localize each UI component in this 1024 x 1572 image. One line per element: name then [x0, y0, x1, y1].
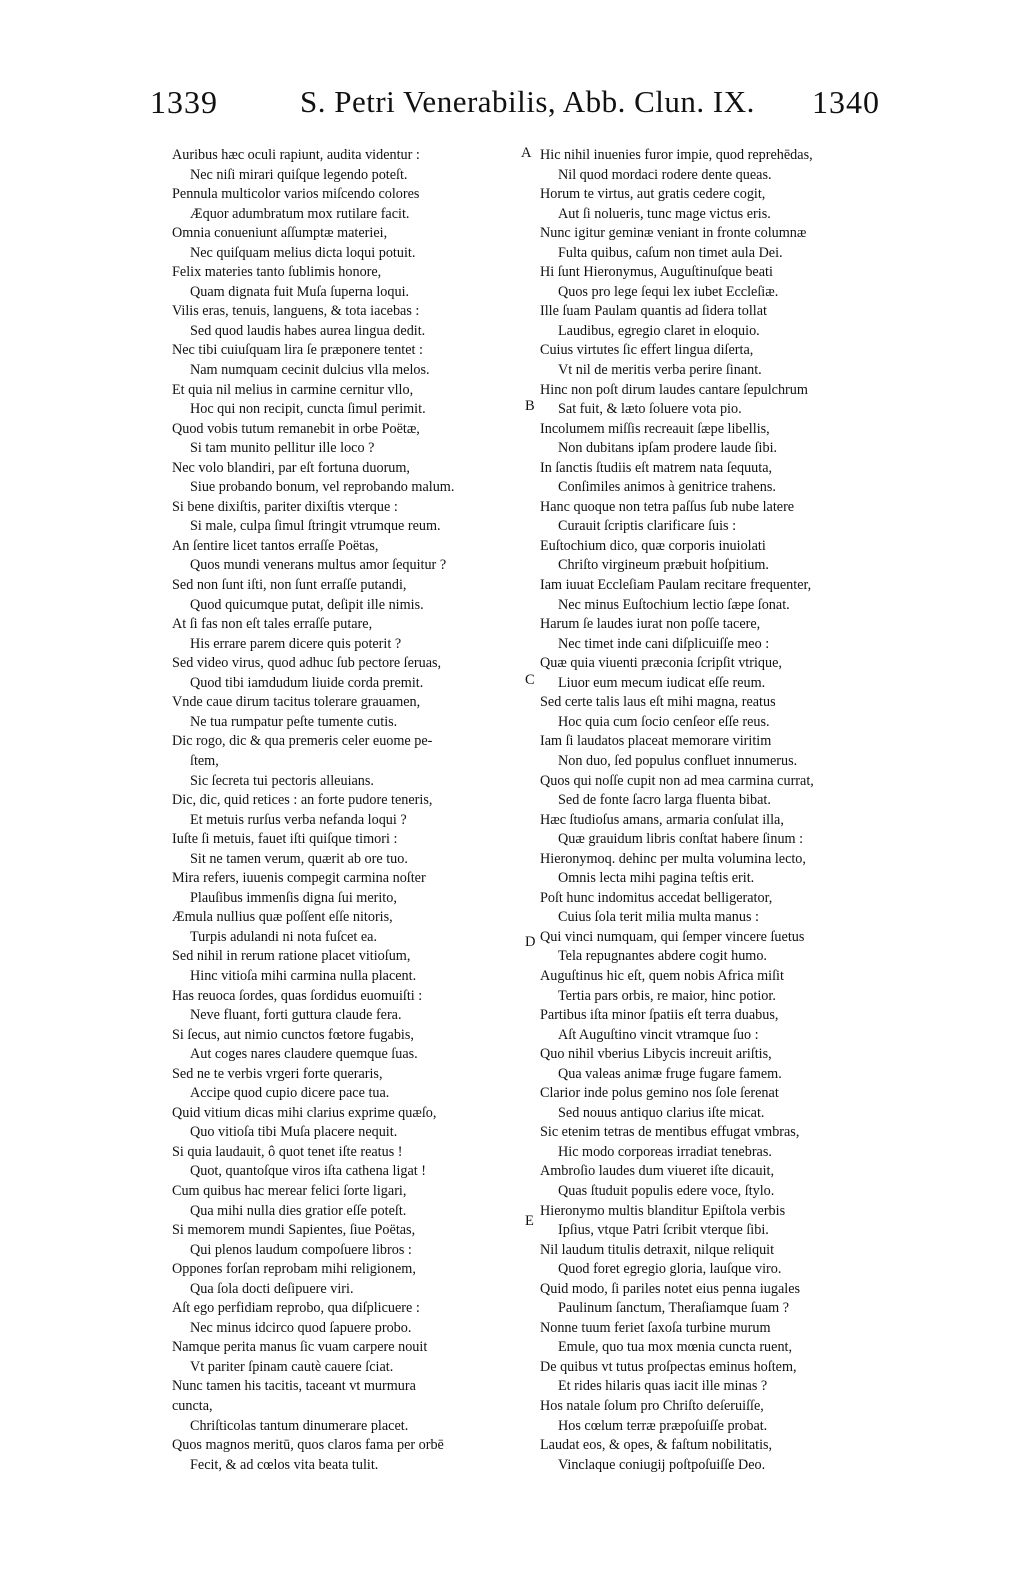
verse-line: Sed video virus, quod adhuc ſub pectore ſeruas, [172, 655, 442, 672]
verse-line: Qua mihi nulla dies gratior eſſe poteſt. [190, 1202, 407, 1219]
verse-line: Ipſius, vtque Patri ſcribit vterque ſibi. [558, 1222, 769, 1239]
verse-line: Quos mundi venerans multus amor ſequitur ? [190, 557, 447, 574]
verse-line: Et metuis rurſus verba nefanda loqui ? [190, 811, 407, 828]
verse-line: Siue probando bonum, vel reprobando malum. [190, 479, 455, 496]
verse-line: Sed nihil in rerum ratione placet vitioſum, [172, 948, 411, 965]
verse-line: Aut ſi nolueris, tunc mage victus eris. [558, 205, 771, 222]
verse-line: Mira refers, iuuenis compegit carmina noſter [172, 870, 426, 887]
verse-line: Hic nihil inuenies furor impie, quod reprehēdas, [540, 147, 813, 163]
verse-line: Sed nouus antiquo clarius iſte micat. [558, 1104, 765, 1121]
verse-line: Quo nihil vberius Libycis increuit ariſtis, [540, 1046, 772, 1063]
verse-line: Hos natale ſolum pro Chriſto deſeruiſſe, [540, 1398, 764, 1414]
verse-line: Hi ſunt Hieronymus, Auguſtinuſque beati [540, 264, 773, 281]
verse-line: Hanc quoque non tetra paſſus ſub nube latere [540, 498, 795, 515]
verse-line: Sit ne tamen verum, quærit ab ore tuo. [190, 850, 408, 867]
verse-line: Namque perita manus ſic vuam carpere nouit [172, 1339, 428, 1356]
verse-line: Hoc quia cum ſocio cenſeor eſſe reus. [558, 713, 770, 730]
verse-line: Quos qui noſſe cupit non ad mea carmina currat, [540, 772, 814, 789]
verse-line: Neve fluant, forti guttura claude fera. [190, 1007, 402, 1024]
verse-line: Non dubitans ipſam prodere laude ſibi. [558, 440, 778, 457]
verse-line: Omnia conueniunt aſſumptæ materiei, [172, 225, 388, 242]
verse-line: Nam numquam cecinit dulcius vlla melos. [190, 362, 430, 379]
verse-line: Laudibus, egregio claret in eloquio. [558, 322, 760, 339]
verse-line: Nec quiſquam melius dicta loqui potuit. [190, 244, 416, 261]
verse-line: Quid vitium dicas mihi clarius exprime quæſo, [172, 1104, 437, 1121]
verse-line: Conſimiles animos à genitrice trahens. [558, 479, 776, 496]
verse-line: Æmula nullius quæ poſſent eſſe nitoris, [172, 909, 393, 926]
verse-line: Vt nil de meritis verba perire ſinant. [558, 362, 762, 379]
verse-line: Nunc igitur geminæ veniant in fronte columnæ [540, 225, 807, 242]
verse-line: Quæ quia viuenti præconia ſcripſit vtrique, [540, 655, 782, 672]
verse-line: Vinclaque coniugij poſtpoſuiſſe Deo. [558, 1456, 766, 1473]
verse-line: Chriſticolas tantum dinumerare placet. [190, 1417, 409, 1434]
verse-line: Plauſibus immenſis digna ſui merito, [190, 889, 397, 906]
verse-line: Quod quicumque putat, deſipit ille nimis. [190, 596, 424, 613]
verse-line: Et rides hilaris quas iacit ille minas ? [558, 1378, 768, 1395]
verse-line: Fulta quibus, caſum non timet aula Dei. [558, 244, 783, 261]
verse-line: Æquor adumbratum mox rutilare facit. [190, 205, 410, 222]
verse-line: Has reuoca ſordes, quas ſordidus euomuiſti : [172, 987, 423, 1004]
verse-line: Aſt Auguſtino vincit vtramque ſuo : [558, 1026, 759, 1043]
running-title: S. Petri Venerabilis, Abb. Clun. IX. [300, 84, 755, 119]
verse-line: Quod tibi iamdudum liuide corda premit. [190, 674, 424, 691]
verse-line: Quos magnos meritū, quos claros fama per orbē [172, 1437, 444, 1454]
verse-line: Nec niſi mirari quiſque legendo poteſt. [190, 166, 408, 183]
verse-line: Si quia laudauit, ô quot tenet iſte reatus ! [172, 1143, 403, 1160]
verse-line: Iuſte ſi metuis, fauet iſti quiſque timori : [172, 831, 398, 848]
margin-marker-e: E [525, 1213, 534, 1229]
verse-line: Turpis adulandi ni nota fuſcet ea. [190, 928, 378, 945]
verse-line: Fecit, & ad cœlos vita beata tulit. [190, 1456, 379, 1473]
verse-line: Horum te virtus, aut gratis cedere cogit, [540, 186, 766, 203]
page-number-left: 1339 [150, 84, 218, 120]
verse-line: Oppones forſan reprobam mihi religionem, [172, 1261, 416, 1278]
verse-line: Sic ſecreta tui pectoris alleuians. [190, 772, 374, 789]
verse-line: Si bene dixiſtis, pariter dixiſtis vterque : [172, 498, 398, 515]
verse-line: Quid modo, ſi pariles notet eius penna iugales [540, 1280, 801, 1297]
verse-line: De quibus vt tutus proſpectas eminus hoſtem, [540, 1358, 797, 1375]
verse-line: Hinc non poſt dirum laudes cantare ſepulchrum [540, 381, 808, 398]
verse-line: Pennula multicolor varios miſcendo colores [172, 186, 420, 203]
verse-line: Si male, culpa ſimul ſtringit vtrumque reum. [190, 518, 441, 535]
verse-line: Quas ſtuduit populis edere voce, ſtylo. [558, 1182, 775, 1199]
verse-line: Accipe quod cupio dicere pace tua. [190, 1085, 390, 1102]
verse-line: Nec volo blandiri, par eſt fortuna duorum, [172, 459, 410, 476]
verse-line: Nec minus idcirco quod ſapuere probo. [190, 1319, 412, 1336]
verse-line: Harum ſe laudes iurat non poſſe tacere, [540, 616, 761, 633]
verse-line: Sed certe talis laus eſt mihi magna, reatus [540, 694, 776, 711]
verse-line: Hic modo corporeas irradiat tenebras. [558, 1143, 772, 1160]
right-column [540, 146, 900, 1475]
verse-line: Sed de fonte ſacro larga fluenta bibat. [558, 792, 771, 809]
verse-line: Cuius ſola terit milia multa manus : [558, 909, 759, 926]
verse-line: Curauit ſcriptis clarificare ſuis : [558, 518, 737, 535]
verse-line: Quo vitioſa tibi Muſa placere nequit. [190, 1124, 398, 1141]
verse-line: Hæc ſtudioſus amans, armaria conſulat illa, [540, 811, 784, 828]
verse-line: Auribus hæc oculi rapiunt, audita videntur : [172, 147, 420, 163]
verse-line: Sed non ſunt iſti, non ſunt erraſſe putandi, [172, 577, 407, 594]
verse-line: Hoc qui non recipit, cuncta ſimul perimit. [190, 401, 426, 418]
verse-line: Qua ſola docti deſipuere viri. [190, 1280, 354, 1297]
verse-line: An ſentire licet tantos erraſſe Poëtas, [172, 537, 379, 554]
left-column [172, 146, 522, 1475]
margin-marker-d: D [525, 934, 536, 950]
verse-line: Nil laudum titulis detraxit, nilque reliquit [540, 1241, 775, 1258]
verse-line: Quos pro lege ſequi lex iubet Eccleſiæ. [558, 283, 779, 300]
verse-line: Si memorem mundi Sapientes, ſiue Poëtas, [172, 1222, 416, 1239]
verse-line: Tela repugnantes abdere cogit humo. [558, 948, 767, 965]
verse-line: Si ſecus, aut nimio cunctos fœtore fugabis, [172, 1026, 414, 1043]
verse-line: Vnde caue dirum tacitus tolerare grauamen, [172, 694, 421, 711]
verse-line: Sed quod laudis habes aurea lingua dedit. [190, 322, 426, 339]
verse-line: Qui plenos laudum compoſuere libros : [190, 1241, 412, 1258]
verse-line: Sed ne te verbis vrgeri forte queraris, [172, 1065, 383, 1082]
verse-line: Cuius virtutes ſic effert lingua diſerta, [540, 342, 754, 359]
verse-line: Iam iuuat Eccleſiam Paulam recitare frequenter, [540, 577, 812, 594]
verse-line: Nonne tuum feriet ſaxoſa turbine murum [540, 1319, 771, 1336]
verse-line: Liuor eum mecum iudicat eſſe reum. [558, 674, 766, 691]
verse-line: Hinc vitioſa mihi carmina nulla placent. [190, 967, 417, 984]
verse-line: Hieronymo multis blanditur Epiſtola verbis [540, 1202, 786, 1219]
verse-line: ſtem, [190, 752, 219, 769]
verse-line: Iam ſi laudatos placeat memorare viritim [540, 733, 772, 750]
verse-line: Tertia pars orbis, re maior, hinc potior. [558, 987, 776, 1004]
verse-line: Hos cœlum terræ præpoſuiſſe probat. [558, 1417, 768, 1434]
verse-line: Auguſtinus hic eſt, quem nobis Africa miſit [540, 967, 784, 984]
verse-line: Ne tua rumpatur peſte tumente cutis. [190, 713, 398, 730]
verse-line: Nec tibi cuiuſquam lira ſe præponere tentet : [172, 342, 423, 359]
verse-line: Si tam munito pellitur ille loco ? [190, 440, 375, 457]
verse-line: cuncta, [172, 1398, 213, 1414]
verse-line: Nunc tamen his tacitis, taceant vt murmura [172, 1378, 416, 1395]
verse-line: Sat fuit, & læto ſoluere vota pio. [558, 401, 742, 418]
verse-line: Aſt ego perfidiam reprobo, qua diſplicuere : [172, 1300, 420, 1317]
verse-line: Quod foret egregio gloria, lauſque viro. [558, 1261, 782, 1278]
verse-line: Ille ſuam Paulam quantis ad ſidera tollat [540, 303, 767, 320]
verse-line: Quot, quantoſque viros iſta cathena ligat ! [190, 1163, 426, 1180]
verse-line: Nec minus Euſtochium lectio ſæpe ſonat. [558, 596, 790, 613]
margin-marker-c: C [525, 672, 535, 688]
verse-line: Dic, dic, quid retices : an forte pudore teneris, [172, 792, 433, 809]
verse-line: Vt pariter ſpinam cautè cauere ſciat. [190, 1358, 394, 1375]
verse-line: Cum quibus hac merear felici ſorte ligari, [172, 1182, 407, 1199]
margin-marker-b: B [525, 398, 535, 414]
verse-line: His errare parem dicere quis poterit ? [190, 635, 402, 652]
verse-line: Partibus iſta minor ſpatiis eſt terra duabus, [540, 1007, 779, 1024]
verse-line: Chriſto virgineum præbuit hoſpitium. [558, 557, 769, 574]
margin-marker-a: A [521, 145, 532, 161]
verse-line: Qua valeas animæ fruge fugare famem. [558, 1065, 782, 1082]
verse-line: Nec timet inde cani diſplicuiſſe meo : [558, 635, 770, 652]
verse-line: Aut coges nares claudere quemque ſuas. [190, 1046, 418, 1063]
verse-line: Hieronymoq. dehinc per multa volumina lecto, [540, 850, 806, 867]
verse-line: Felix materies tanto ſublimis honore, [172, 264, 382, 281]
verse-line: Et quia nil melius in carmine cernitur vllo, [172, 381, 414, 398]
verse-line: Nil quod mordaci rodere dente queas. [558, 166, 772, 183]
verse-line: In ſanctis ſtudiis eſt matrem nata ſequuta, [540, 459, 773, 476]
verse-line: Quam dignata fuit Muſa ſuperna loqui. [190, 283, 410, 300]
verse-line: Vilis eras, tenuis, languens, & tota iacebas : [172, 303, 420, 320]
verse-line: Poſt hunc indomitus accedat belligerator, [540, 889, 773, 906]
verse-line: Incolumem miſſis recreauit ſæpe libellis, [540, 420, 770, 437]
verse-line: Paulinum ſanctum, Theraſiamque ſuam ? [558, 1300, 790, 1317]
verse-line: Sic etenim tetras de mentibus effugat vmbras, [540, 1124, 800, 1141]
verse-line: Quod vobis tutum remanebit in orbe Poëtæ, [172, 420, 420, 437]
verse-line: Euſtochium dico, quæ corporis inuiolati [540, 537, 766, 554]
verse-line: Non duo, ſed populus confluet innumerus. [558, 752, 798, 769]
verse-line: Omnis lecta mihi pagina teſtis erit. [558, 870, 755, 887]
verse-line: Quæ grauidum libris conſtat habere ſinum : [558, 831, 804, 848]
verse-line: Clarior inde polus gemino nos ſole ſerenat [540, 1085, 779, 1102]
page-header [0, 84, 1024, 124]
verse-line: Emule, quo tua mox mœnia cuncta ruent, [558, 1339, 793, 1356]
verse-line: Qui vinci numquam, qui ſemper vincere ſuetus [540, 928, 805, 945]
page-number-right: 1340 [812, 84, 880, 120]
verse-line: Laudat eos, & opes, & faſtum nobilitatis, [540, 1437, 773, 1454]
verse-line: Dic rogo, dic & qua premeris celer euome pe- [172, 733, 433, 750]
verse-line: At ſi fas non eſt tales erraſſe putare, [172, 616, 373, 633]
verse-line: Ambroſio laudes dum viueret iſte dicauit, [540, 1163, 775, 1180]
